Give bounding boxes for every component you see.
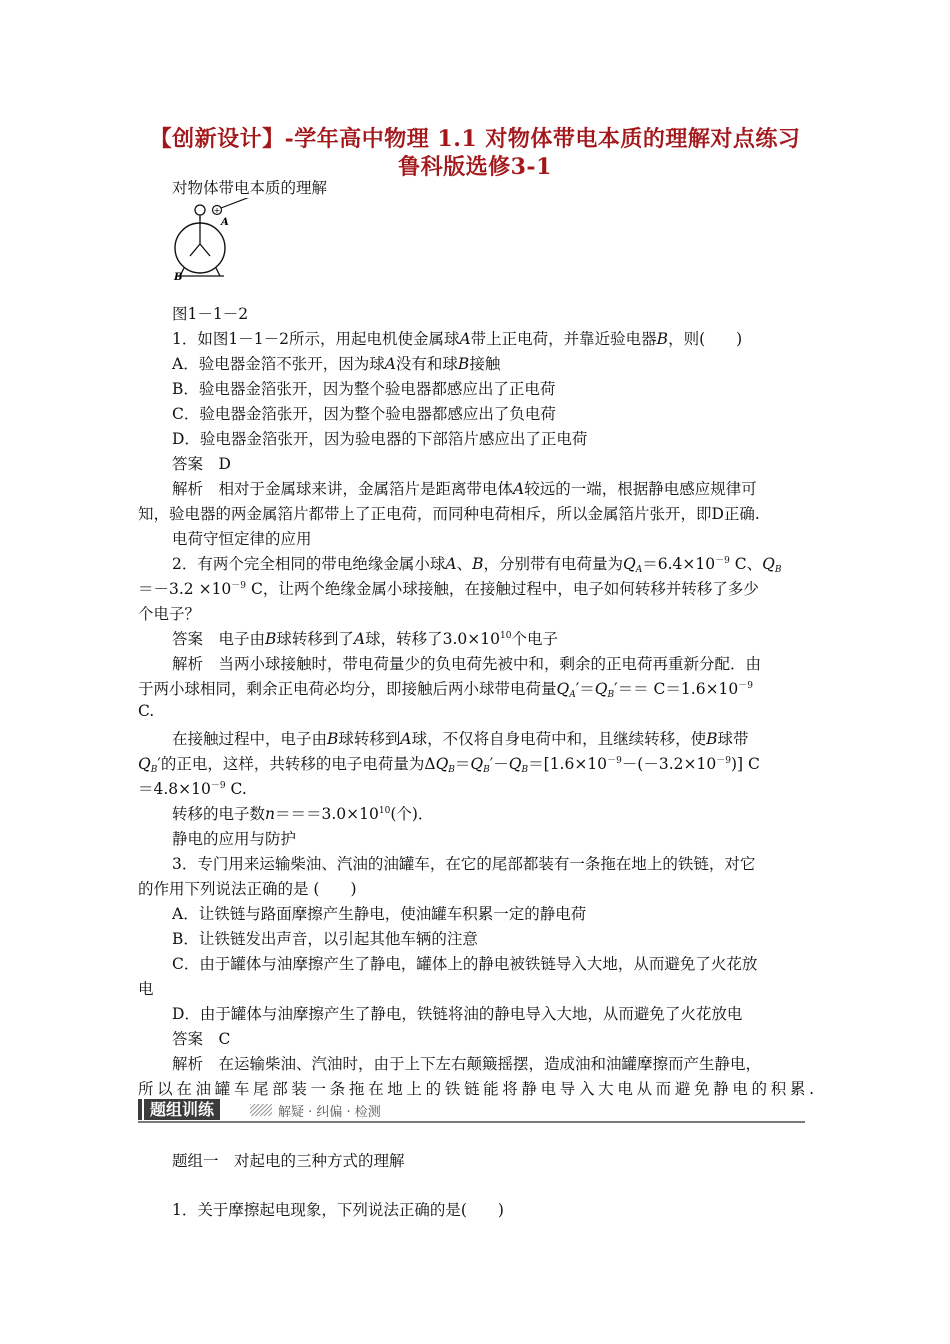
- practice-banner: [138, 1098, 805, 1124]
- label-a: A: [221, 217, 229, 228]
- q2-explanation-line1: 解析 当两小球接触时，带电荷量少的负电荷先被中和，剩余的正电荷再重新分配．由: [172, 655, 762, 673]
- q3-stem-line2: 的作用下列说法正确的是 ( ): [138, 880, 357, 898]
- q2-explanation-line3: C.: [138, 702, 155, 720]
- q3-option-b: B．让铁链发出声音，以引起其他车辆的注意: [172, 930, 478, 948]
- document-title-line1: 【创新设计】-学年高中物理 1.1 对物体带电本质的理解对点练习: [149, 126, 801, 152]
- q2-stem-line2: $=-3.2 \times 10^{-9}$ C，让两个绝缘金属小球接触，在接触过程中，电子如何转移并转移了多少: [138, 580, 759, 598]
- q4-stem: 1．关于摩擦起电现象，下列说法正确的是( ): [172, 1201, 504, 1219]
- electroscope-figure: [170, 198, 260, 288]
- section-heading-charging-nature: 对物体带电本质的理解: [172, 179, 328, 197]
- q3-answer: 答案 C: [172, 1030, 231, 1048]
- q2-explanation-line2: 于两小球相同，剩余正电荷必均分，即接触后两小球带电荷量$Q_A'=Q_B'== C=1.6\times 10^{-9}$: [138, 680, 754, 700]
- figure-caption: 图1－1－2: [172, 305, 249, 323]
- q2-stem-line3: 个电子？: [138, 605, 201, 623]
- q3-stem-line1: 3．专门用来运输柴油、汽油的油罐车，在它的尾部都装有一条拖在地上的铁链，对它: [172, 855, 756, 873]
- q1-option-c: C．验电器金箔张开，因为整个验电器都感应出了负电荷: [172, 405, 556, 423]
- q2-answer: 答案 电子由B球转移到了A球，转移了$3.0\times 10^{10}$个电子: [172, 630, 558, 648]
- banner-rule: [138, 1121, 805, 1123]
- q3-option-d: D．由于罐体与油摩擦产生了静电，铁链将油的静电导入大地，从而避免了火花放电: [172, 1005, 743, 1023]
- electroscope-knob: [195, 205, 205, 215]
- q3-explanation-line1: 解析 在运输柴油、汽油时，由于上下左右颠簸摇摆，造成油和油罐摩擦而产生静电，: [172, 1055, 762, 1073]
- q2-explanation-line7: 转移的电子数$n===3.0\times 10^{10}$(个)．: [172, 805, 434, 823]
- banner-corner: [138, 1099, 142, 1120]
- q1-option-b: B．验电器金箔张开，因为整个验电器都感应出了正电荷: [172, 380, 556, 398]
- q3-option-c-line1: C．由于罐体与油摩擦产生了静电，罐体上的静电被铁链导入大地，从而避免了火花放: [172, 955, 758, 973]
- section-heading-static-application: 静电的应用与防护: [172, 830, 297, 848]
- banner-subtitle: 解疑 · 纠偏 · 检测: [278, 1105, 381, 1120]
- q1-explanation-line2: 知，验电器的两金属箔片都带上了正电荷，而同种电荷相斥，所以金属箔片张开，即D正确.: [138, 505, 760, 523]
- q3-option-c-line2: 电: [138, 980, 154, 998]
- group1-heading: 题组一 对起电的三种方式的理解: [172, 1152, 405, 1170]
- banner-tag: 题组训练: [144, 1099, 220, 1120]
- q2-stem-line1: 2．有两个完全相同的带电绝缘金属小球A、B，分别带有电荷量为$Q_A=6.4\times 10^{-9}$ C、$Q_B$: [172, 555, 782, 575]
- q1-answer: 答案 D: [172, 455, 231, 473]
- q3-explanation-line2: 所以在油罐车尾部装一条拖在地上的铁链能将静电导入大电从而避免静电的积累.: [138, 1080, 814, 1098]
- q1-option-a: A．验电器金箔不张开，因为球A没有和球B接触: [172, 355, 501, 373]
- q3-option-a: A．让铁链与路面摩擦产生静电，使油罐车积累一定的静电荷: [172, 905, 587, 923]
- q1-explanation-line1: 解析 相对于金属球来讲，金属箔片是距离带电体A较远的一端，根据静电感应规律可: [172, 480, 757, 498]
- section-heading-conservation: 电荷守恒定律的应用: [172, 530, 312, 548]
- q1-option-d: D．验电器金箔张开，因为验电器的下部箔片感应出了正电荷: [172, 430, 588, 448]
- q2-explanation-line4: 在接触过程中，电子由B球转移到A球，不仅将自身电荷中和，且继续转移，使B球带: [172, 730, 749, 748]
- plus-sign: +: [213, 206, 221, 215]
- q2-explanation-line5: $Q_B'$的正电，这样，共转移的电子电荷量为$\Delta Q_B=Q_B'-Q_B=[1.6\times 10^{-9}-(-3.2\times 10^{-9})]$ C: [138, 755, 760, 775]
- label-b: B: [174, 272, 183, 283]
- document-title-line2: 鲁科版选修3-1: [398, 154, 552, 180]
- q1-stem: 1．如图1－1－2所示，用起电机使金属球A带上正电荷，并靠近验电器B，则( ): [172, 330, 743, 348]
- banner-hatch: [250, 1104, 272, 1116]
- q2-explanation-line6: $=4.8\times 10^{-9}$ C.: [138, 780, 247, 798]
